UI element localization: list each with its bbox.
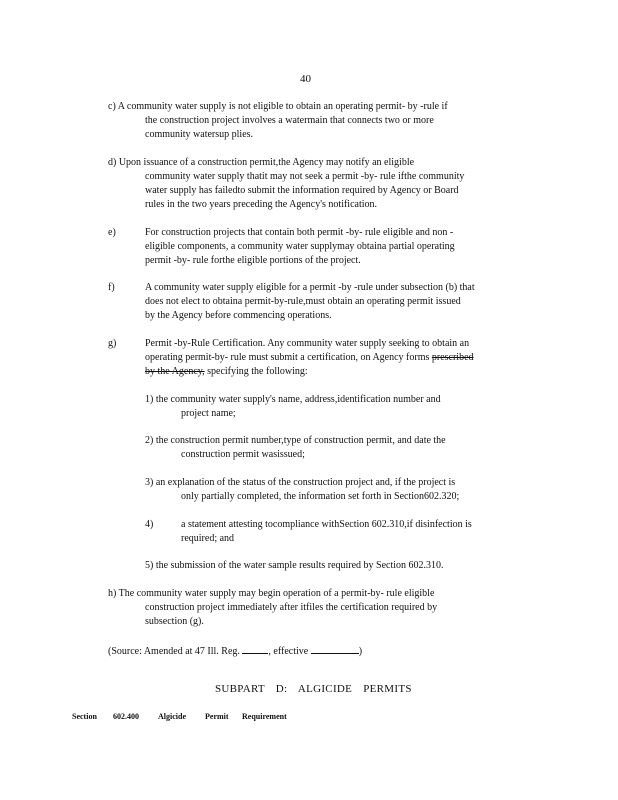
para-g-label: g) bbox=[108, 338, 117, 349]
para-e-line1: For construction projects that contain both permit -by- rule eligible and non - bbox=[145, 227, 454, 238]
para-h-line2: construction project immediately after itfiles the certification required by bbox=[145, 602, 438, 613]
para-h-line1: h) The community water supply may begin operation of a permit-by- rule eligible bbox=[108, 588, 435, 599]
para-e-line2: eligible components, a community water supplymay obtaina partial operating bbox=[145, 241, 455, 252]
para-g-line3 bbox=[145, 365, 308, 379]
section-label: Section bbox=[72, 712, 97, 721]
item-3-line2: only partially completed, the information set forth in Section602.320; bbox=[181, 491, 460, 502]
struck-text-prescribed: prescribed bbox=[431, 352, 474, 363]
para-d-line4: rules in the two years preceding the Agency's notification. bbox=[145, 199, 378, 210]
para-e-line3: permit -by- rule forthe eligible portions of the project. bbox=[145, 255, 361, 266]
item-4-line1: a statement attesting tocompliance withSection 602.310,if disinfection is bbox=[181, 519, 472, 530]
para-f-line1: A community water supply eligible for a permit -by -rule under subsection (b) that bbox=[145, 282, 475, 293]
item-2-line1: 2) the construction permit number,type of construction permit, and date the bbox=[145, 435, 446, 446]
para-e-label: e) bbox=[108, 227, 116, 238]
item-2-line2: construction permit wasissued; bbox=[181, 449, 305, 460]
page-number: 40 bbox=[300, 73, 311, 85]
item-1-line1: 1) the community water supply's name, address,identification number and bbox=[145, 394, 441, 405]
para-c-line3: community watersup plies. bbox=[145, 129, 254, 140]
struck-text-by-agency: by the Agency, bbox=[145, 366, 205, 377]
effective-blank bbox=[311, 644, 359, 654]
source-suffix: ) bbox=[358, 646, 363, 657]
para-f-line3: by the Agency before commencing operations. bbox=[145, 310, 332, 321]
subpart-heading: SUBPART D: ALGICIDE PERMITS bbox=[215, 683, 412, 695]
para-g-line2-text: operating permit-by- rule must submit a certification, on Agency forms bbox=[145, 352, 432, 363]
item-4-number: 4) bbox=[145, 519, 154, 530]
item-5-line1: 5) the submission of the water sample results required by Section 602.310. bbox=[145, 560, 444, 571]
item-1-line2: project name; bbox=[181, 408, 236, 419]
section-title-word2: Permit bbox=[205, 712, 229, 721]
para-g-line1: Permit -by-Rule Certification. Any community water supply seeking to obtain an bbox=[145, 338, 470, 349]
para-g-line3-text: specifying the following: bbox=[204, 366, 308, 377]
section-number: 602.400 bbox=[113, 712, 139, 721]
item-4-line2: required; and bbox=[181, 533, 235, 544]
para-c-line1: c) A community water supply is not eligible to obtain an operating permit- by -rule if bbox=[108, 101, 448, 112]
para-d-line1: d) Upon issuance of a construction permit,the Agency may notify an eligible bbox=[108, 157, 415, 168]
section-title-word3: Requirement bbox=[242, 712, 287, 721]
item-3-line1: 3) an explanation of the status of the construction project and, if the project is bbox=[145, 477, 456, 488]
para-f-line2: does not elect to obtaina permit-by-rule,must obtain an operating permit issued bbox=[145, 296, 461, 307]
para-h-line3: subsection (g). bbox=[145, 616, 204, 627]
source-prefix: (Source: Amended at 47 Ill. Reg. bbox=[108, 646, 240, 657]
para-f-label: f) bbox=[108, 282, 115, 293]
para-d-line3: water supply has failedto submit the information required by Agency or Board bbox=[145, 185, 459, 196]
para-d-line2: community water supply thatit may not seek a permit -by- rule ifthe community bbox=[145, 171, 465, 182]
para-c-line2: the construction project involves a watermain that connects two or more bbox=[145, 115, 434, 126]
section-title-word1: Algicide bbox=[158, 712, 186, 721]
source-note bbox=[108, 644, 362, 659]
reg-blank bbox=[242, 644, 268, 654]
source-mid: , effective bbox=[268, 646, 309, 657]
para-g-line2 bbox=[145, 351, 474, 365]
